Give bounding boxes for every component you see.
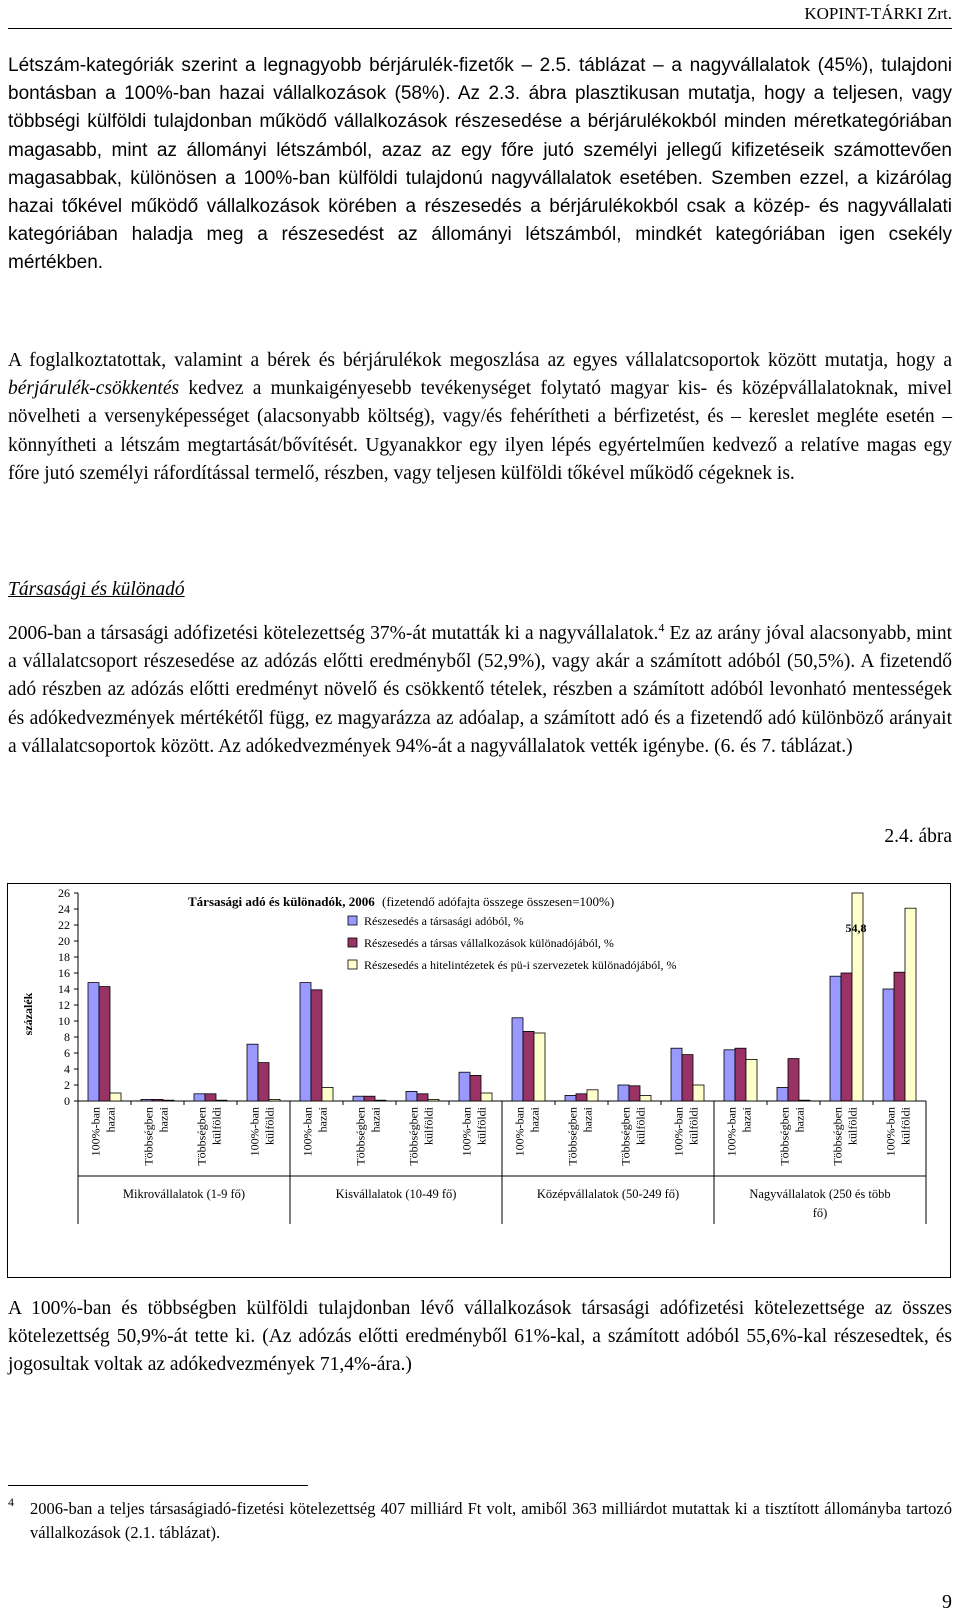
bar bbox=[587, 1090, 598, 1101]
bar bbox=[534, 1033, 545, 1101]
bar bbox=[746, 1059, 757, 1101]
header-rule bbox=[8, 28, 952, 29]
x-tick-label: Többségben bbox=[618, 1107, 633, 1166]
y-tick-label: 20 bbox=[58, 934, 70, 948]
y-tick-label: 26 bbox=[58, 886, 70, 900]
bar bbox=[640, 1095, 651, 1101]
bar bbox=[258, 1063, 269, 1101]
section-title: Társasági és különadó bbox=[8, 579, 185, 600]
group-label: fő) bbox=[812, 1206, 828, 1220]
chart-frame bbox=[7, 883, 951, 1278]
group-label: Kisvállalatok (10-49 fő) bbox=[335, 1187, 457, 1201]
bar bbox=[216, 1100, 227, 1101]
x-tick-label: 100%-ban bbox=[724, 1107, 739, 1157]
bar bbox=[830, 976, 841, 1101]
figure-number: 2.4. ábra bbox=[884, 826, 952, 847]
paragraph-text: Ez az arány jóval alacsonyabb, mint a vállalatcsoport részesedése az adózás előtti eredményből (52,9%), vagy akár a számított adóból (50,5%). A fizetendő adó részben az adózás előtti eredményt növelő és csökkentő tételek, részben a számított adóból levonható mentességek és adókedvezmények mértékétől függ, ez magyarázza az adóalap, a számított adó és a fizetendő adó különböző arányait a vállalatcsoportok között. Az adókedvezmények 94%-át a nagyvállalatok vették igénybe. (6. és 7. táblázat.) bbox=[8, 623, 952, 757]
y-tick-label: 4 bbox=[64, 1062, 70, 1076]
bar bbox=[152, 1099, 163, 1101]
y-tick-label: 12 bbox=[58, 998, 70, 1012]
x-tick-label: 100%-ban bbox=[300, 1107, 315, 1157]
bar bbox=[375, 1100, 386, 1101]
x-tick-label: 100%-ban bbox=[512, 1107, 527, 1157]
y-tick-label: 22 bbox=[58, 918, 70, 932]
bar bbox=[565, 1095, 576, 1101]
bar bbox=[247, 1044, 258, 1101]
bar bbox=[322, 1087, 333, 1101]
bar bbox=[481, 1093, 492, 1101]
page-number: 9 bbox=[942, 1591, 952, 1613]
paragraph-foreign-owned: A 100%-ban és többségben külföldi tulajdonban lévő vállalkozások társasági adófizetési kötelezettsége az összes kötelezettség 50,9%-át tette ki. (Az adózás előtti eredményből 61%-kal, a számított adóból 55,6%-kal részesedtek, és jogosultak voltak az adókedvezmények 71,4%-ára.) bbox=[8, 1298, 952, 1376]
x-tick-label: külföldi bbox=[686, 1107, 701, 1145]
group-label: Középvállalatok (50-249 fő) bbox=[536, 1187, 680, 1201]
legend-swatch bbox=[348, 960, 357, 969]
x-tick-label: 100%-ban bbox=[459, 1107, 474, 1157]
bar bbox=[99, 987, 110, 1101]
legend-label: Részesedés a társasági adóból, % bbox=[364, 914, 524, 928]
y-tick-label: 2 bbox=[64, 1078, 70, 1092]
bar bbox=[576, 1094, 587, 1101]
bar bbox=[269, 1099, 280, 1101]
y-tick-label: 24 bbox=[58, 902, 70, 916]
bar bbox=[512, 1018, 523, 1101]
y-tick-label: 10 bbox=[58, 1014, 70, 1028]
x-tick-label: külföldi bbox=[633, 1107, 648, 1145]
bar bbox=[364, 1096, 375, 1101]
x-tick-label: Többségben bbox=[406, 1107, 421, 1166]
emphasis-term: bérjárulék-csökkentés bbox=[8, 378, 180, 400]
x-tick-label: Többségben bbox=[353, 1107, 368, 1166]
bar bbox=[841, 973, 852, 1101]
x-tick-label: Többségben bbox=[565, 1107, 580, 1166]
bar bbox=[629, 1086, 640, 1101]
x-tick-label: 100%-ban bbox=[671, 1107, 686, 1157]
y-tick-label: 14 bbox=[58, 982, 70, 996]
bar bbox=[788, 1059, 799, 1101]
data-label-54-8: 54,8 bbox=[845, 921, 867, 935]
bar bbox=[110, 1093, 121, 1101]
bar bbox=[406, 1091, 417, 1101]
paragraph-text: A foglalkoztatottak, valamint a bérek és bérjárulékok megoszlása az egyes vállalatcsoportok között mutatja, hogy a bbox=[8, 350, 952, 371]
legend-swatch bbox=[348, 938, 357, 947]
x-tick-label: hazai bbox=[739, 1107, 754, 1133]
bar bbox=[205, 1094, 216, 1101]
bar bbox=[428, 1099, 439, 1101]
bar bbox=[724, 1050, 735, 1101]
paragraph-corporate-tax bbox=[8, 620, 952, 761]
x-tick-label: külföldi bbox=[898, 1107, 913, 1145]
bar bbox=[470, 1075, 481, 1101]
legend bbox=[348, 914, 677, 972]
x-axis-labels bbox=[89, 1106, 913, 1165]
legend-swatch bbox=[348, 916, 357, 925]
x-tick-label: külföldi bbox=[845, 1107, 860, 1145]
bar bbox=[894, 972, 905, 1101]
bar bbox=[693, 1085, 704, 1101]
x-tick-label: hazai bbox=[527, 1107, 542, 1133]
bar bbox=[194, 1094, 205, 1101]
bar bbox=[905, 908, 916, 1101]
bar bbox=[141, 1099, 152, 1101]
footnote-rule bbox=[8, 1485, 308, 1486]
bar bbox=[618, 1085, 629, 1101]
footnote-mark: 4 bbox=[8, 1495, 14, 1509]
bar bbox=[523, 1031, 534, 1101]
x-tick-label: 100%-ban bbox=[88, 1107, 103, 1157]
x-tick-label: hazai bbox=[792, 1107, 807, 1133]
x-tick-label: külföldi bbox=[262, 1107, 277, 1145]
x-tick-label: külföldi bbox=[474, 1107, 489, 1145]
bar bbox=[311, 990, 322, 1101]
x-tick-label: Többségben bbox=[830, 1107, 845, 1166]
bar bbox=[777, 1087, 788, 1101]
bar bbox=[883, 989, 894, 1101]
running-header: KOPINT-TÁRKI Zrt. bbox=[804, 4, 952, 23]
x-tick-label: hazai bbox=[368, 1107, 383, 1133]
paragraph-text: kedvez a munkaigényesebb tevékenységet folytató magyar kis- és középvállalatoknak, mivel növelheti a versenyképességet (alacsonyabb költség), vagy/és fehérítheti a bérfizetést, és – kereslet megléte esetén – könnyítheti a létszám megtartását/bővítését. Ugyanakkor egy ilyen lépés egyértelműen kedvező a relatíve magas egy főre jutó személyi ráfordítással termelő, részben, vagy teljesen külföldi tőkével működő cégeknek is. bbox=[8, 378, 952, 484]
bar bbox=[88, 983, 99, 1101]
legend-label: Részesedés a társas vállalkozások különadójából, % bbox=[364, 936, 614, 950]
bar bbox=[799, 1100, 810, 1101]
chart-title bbox=[188, 894, 614, 909]
x-tick-label: hazai bbox=[103, 1107, 118, 1133]
bar bbox=[417, 1094, 428, 1101]
bar bbox=[353, 1096, 364, 1101]
x-tick-label: külföldi bbox=[421, 1107, 436, 1145]
x-tick-label: Többségben bbox=[141, 1107, 156, 1166]
bar bbox=[300, 983, 311, 1101]
x-tick-label: hazai bbox=[580, 1107, 595, 1133]
x-tick-label: hazai bbox=[156, 1107, 171, 1133]
legend-label: Részesedés a hitelintézetek és pü-i szervezetek különadójából, % bbox=[364, 958, 677, 972]
paragraph-wage-contributions bbox=[8, 347, 952, 488]
chart-title-bold: Társasági adó és különadók, 2006 bbox=[188, 894, 375, 909]
paragraph-text: 2006-ban a társasági adófizetési kötelezettség 37%-át mutatták ki a nagyvállalatok. bbox=[8, 623, 659, 644]
x-tick-label: 100%-ban bbox=[883, 1107, 898, 1157]
x-tick-label: hazai bbox=[315, 1107, 330, 1133]
y-axis-label: százalék bbox=[21, 992, 35, 1036]
bar bbox=[735, 1048, 746, 1101]
bar bbox=[459, 1072, 470, 1101]
paragraph-staffing: Létszám-kategóriák szerint a legnagyobb bérjárulék-fizetők – 2.5. táblázat – a nagyvállalatok (45%), tulajdoni bontásban a 100%-ban hazai vállalkozások (58%). Az 2.3. ábra plasztikusan mutatja, hogy a teljesen, vagy többségi külföldi tulajdonban működő vállalkozások részesedése a bérjárulékokból minden méretkategóriában magasabb, mint az állományi létszámból, azaz az egy főre jutó személyi jellegű kifizetéseik számottevően magasabbak, különösen a 100%-ban külföldi tulajdonú nagyvállalatok esetében. Szemben ezzel, a kizárólag hazai tőkével működő vállalkozások körében a részesedés a bérjárulékokból csak a közép- és nagyvállalati kategóriában haladja meg a részesedést az állományi létszámból, mindkét kategóriában igen csekély mértékben. bbox=[8, 55, 952, 274]
footnote-text: 2006-ban a teljes társaságiadó-fizetési kötelezettség 407 milliárd Ft volt, amiből 363 milliárdot mutattak ki a tisztított állományba tartozó vállalkozások (2.1. táblázat). bbox=[30, 1499, 952, 1542]
chart-title-rest: (fizetendő adófajta összege összesen=100%) bbox=[382, 894, 615, 909]
bar bbox=[163, 1100, 174, 1101]
y-tick-label: 6 bbox=[64, 1046, 70, 1060]
x-tick-label: Többségben bbox=[194, 1107, 209, 1166]
bar bbox=[671, 1048, 682, 1101]
group-label: Mikrovállalatok (1-9 fő) bbox=[122, 1187, 246, 1201]
group-label: Nagyvállalatok (250 és több bbox=[749, 1187, 891, 1201]
y-tick-label: 16 bbox=[58, 966, 70, 980]
x-tick-label: Többségben bbox=[777, 1107, 792, 1166]
bar bbox=[682, 1055, 693, 1101]
x-tick-label: külföldi bbox=[209, 1107, 224, 1145]
x-tick-label: 100%-ban bbox=[247, 1107, 262, 1157]
y-tick-label: 18 bbox=[58, 950, 70, 964]
tax-share-chart bbox=[8, 884, 950, 1277]
y-tick-label: 0 bbox=[64, 1094, 70, 1108]
footnote-reference: 4 bbox=[658, 620, 665, 635]
y-tick-label: 8 bbox=[64, 1030, 70, 1044]
